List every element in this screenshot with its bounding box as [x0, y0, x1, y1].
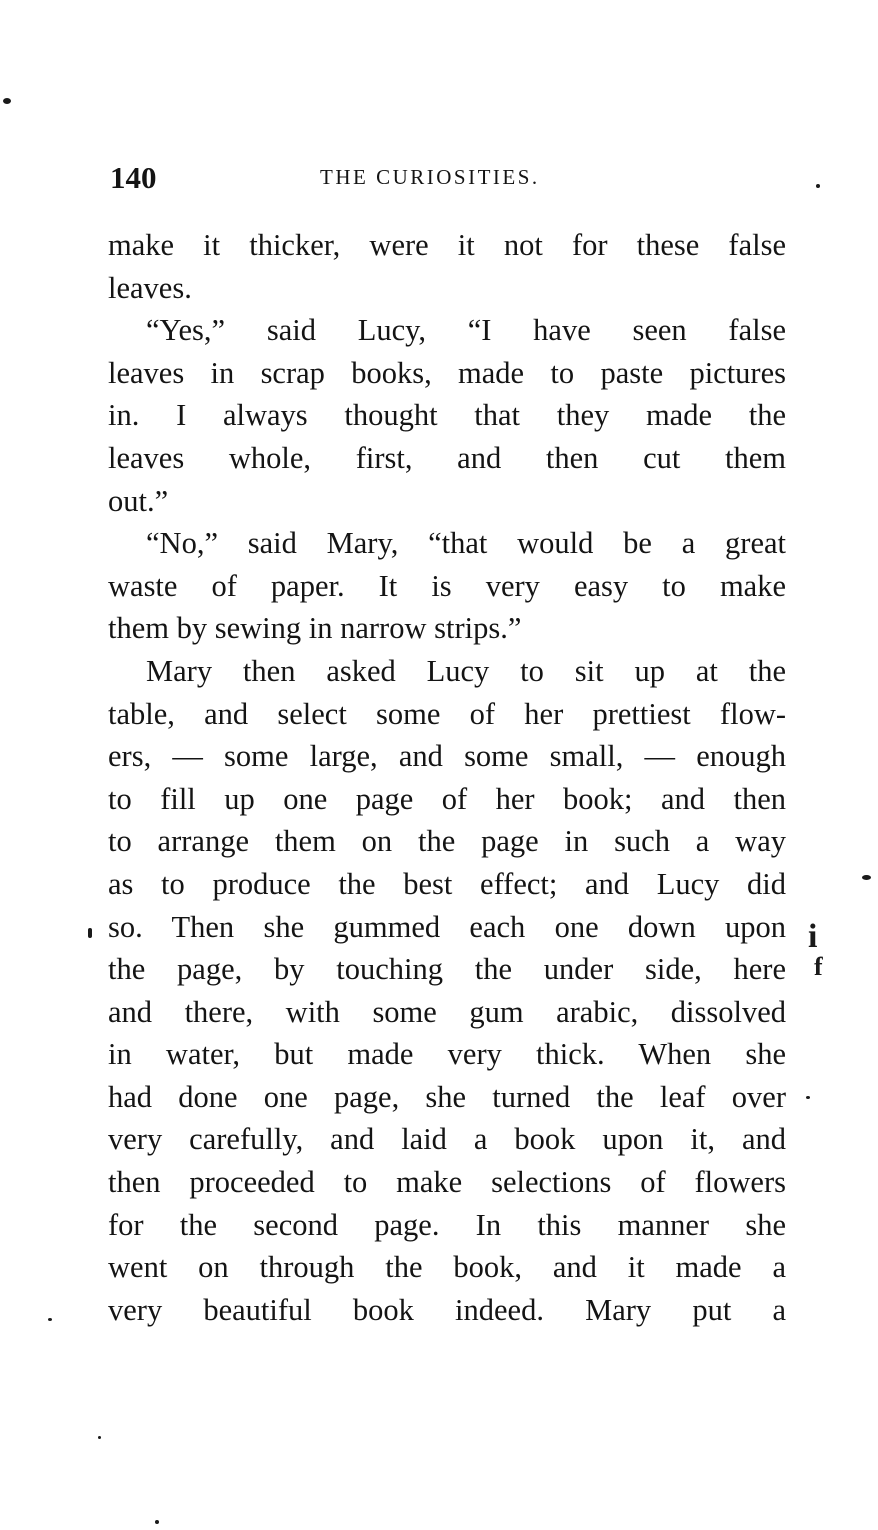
scan-speck — [155, 1520, 159, 1524]
text-line: for the second page. In this manner she — [108, 1207, 786, 1242]
page-header — [108, 160, 798, 200]
scan-speck — [806, 1096, 810, 1099]
scan-speck — [48, 1318, 52, 1321]
text-line: to fill up one page of her book; and then — [108, 781, 786, 816]
text-line: “Yes,” said Lucy, “I have seen false — [146, 313, 786, 348]
page-number: 140 — [110, 160, 157, 195]
scan-speck — [88, 928, 92, 938]
text-line: went on through the book, and it made a — [108, 1250, 786, 1285]
text-line: in. I always thought that they made the — [108, 398, 786, 433]
text-line: leaves. — [108, 270, 192, 305]
text-line: the page, by touching the under side, here — [108, 952, 786, 987]
text-line: them by sewing in narrow strips.” — [108, 611, 522, 646]
text-line: leaves in scrap books, made to paste pictures — [108, 355, 786, 390]
scan-speck — [3, 98, 11, 104]
body-text — [108, 224, 786, 1331]
text-line: ers, — some large, and some small, — enough — [108, 739, 786, 774]
text-line: Mary then asked Lucy to sit up at the — [146, 653, 786, 688]
text-line: had done one page, she turned the leaf over — [108, 1079, 786, 1114]
scan-speck — [98, 1436, 101, 1439]
scan-speck — [862, 875, 871, 880]
margin-ink-mark: i — [808, 918, 818, 955]
text-line: so. Then she gummed each one down upon — [108, 909, 786, 944]
text-line: then proceeded to make selections of flowers — [108, 1165, 786, 1200]
text-line: very beautiful book indeed. Mary put a — [108, 1292, 786, 1327]
text-line: to arrange them on the page in such a way — [108, 824, 786, 859]
text-line: as to produce the best effect; and Lucy did — [108, 866, 786, 901]
text-line: leaves whole, first, and then cut them — [108, 440, 786, 475]
text-line: and there, with some gum arabic, dissolved — [108, 994, 786, 1029]
text-line: very carefully, and laid a book upon it, and — [108, 1122, 786, 1157]
text-line: out.” — [108, 483, 169, 518]
text-line: make it thicker, were it not for these false — [108, 228, 786, 262]
text-line: waste of paper. It is very easy to make — [108, 568, 786, 603]
text-line: in water, but made very thick. When she — [108, 1037, 786, 1072]
text-line: table, and select some of her prettiest flow- — [108, 696, 786, 731]
running-title: THE CURIOSITIES. — [320, 165, 540, 189]
text-line: “No,” said Mary, “that would be a great — [146, 526, 786, 561]
scan-speck — [816, 184, 820, 188]
margin-ink-mark: f — [814, 952, 823, 981]
